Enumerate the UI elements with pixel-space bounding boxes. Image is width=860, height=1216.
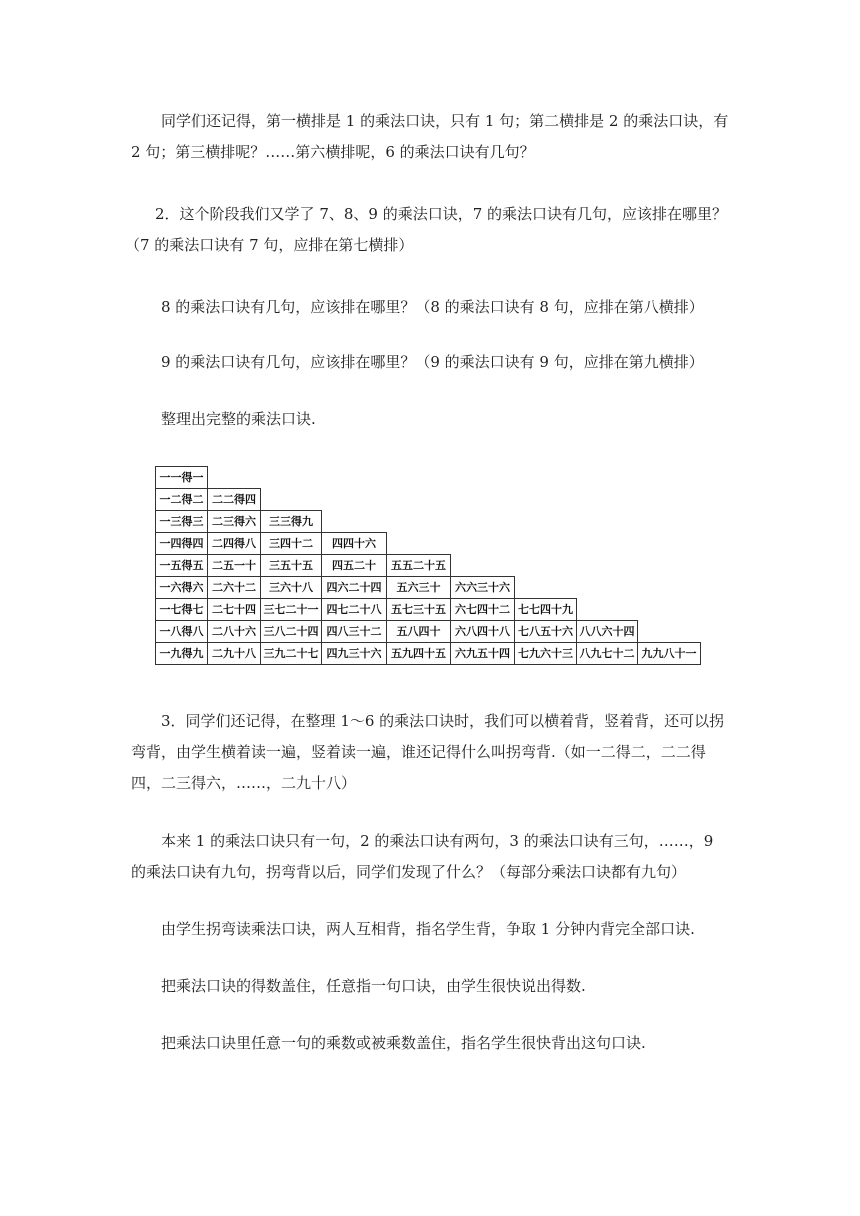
table-cell: 二九十八	[208, 643, 261, 665]
table-cell: 九九八十一	[638, 643, 701, 665]
paragraph-question-9: 9 的乘法口诀有几句，应该排在哪里？（9 的乘法口诀有 9 句，应排在第九横排）	[161, 353, 704, 371]
paragraph-summary: 整理出完整的乘法口诀.	[161, 410, 316, 428]
table-row	[156, 533, 701, 555]
table-cell: 五七三十五	[387, 599, 451, 621]
table-cell-empty	[387, 489, 451, 511]
table-cell-empty	[387, 467, 451, 489]
paragraph-practice: 由学生拐弯读乘法口诀，两人互相背，指名学生背，争取 1 分钟内背完全部口诀.	[161, 920, 695, 938]
table-cell: 一七得七	[156, 599, 208, 621]
table-cell: 二四得八	[208, 533, 261, 555]
table-cell-empty	[577, 555, 638, 577]
table-cell: 一二得二	[156, 489, 208, 511]
table-cell: 三八二十四	[261, 621, 322, 643]
paragraph-section-3: 3．同学们还记得，在整理 1～6 的乘法口诀时，我们可以横着背，竖着背，还可以拐弯背，由学生横着读一遍，竖着读一遍，谁还记得什么叫拐弯背.（如一二得二，二二得四，二三得六，……，二九十八）	[131, 712, 725, 792]
table-row	[156, 555, 701, 577]
table-cell: 一九得九	[156, 643, 208, 665]
table-cell-empty	[261, 467, 322, 489]
table-cell: 四七二十八	[322, 599, 387, 621]
table-cell: 五八四十	[387, 621, 451, 643]
table-cell-empty	[638, 467, 701, 489]
table-row	[156, 511, 701, 533]
table-cell: 三九二十七	[261, 643, 322, 665]
paragraph-question-8: 8 的乘法口诀有几句，应该排在哪里？（8 的乘法口诀有 8 句，应排在第八横排）	[161, 298, 704, 316]
table-cell: 三七二十一	[261, 599, 322, 621]
table-cell: 六六三十六	[451, 577, 515, 599]
table-cell: 一六得六	[156, 577, 208, 599]
table-cell: 二五一十	[208, 555, 261, 577]
table-cell: 四五二十	[322, 555, 387, 577]
table-cell-empty	[638, 621, 701, 643]
table-cell: 八八六十四	[577, 621, 638, 643]
table-cell-empty	[261, 489, 322, 511]
table-row	[156, 643, 701, 665]
table-cell: 三四十二	[261, 533, 322, 555]
table-cell-empty	[638, 577, 701, 599]
table-row	[156, 489, 701, 511]
table-cell-empty	[577, 599, 638, 621]
table-row	[156, 621, 701, 643]
table-cell-empty	[515, 555, 577, 577]
table-cell: 八九七十二	[577, 643, 638, 665]
table-cell-empty	[638, 599, 701, 621]
table-cell-empty	[577, 577, 638, 599]
table-cell-empty	[451, 555, 515, 577]
paragraph-cover-factor: 把乘法口诀里任意一句的乘数或被乘数盖住，指名学生很快背出这句口诀.	[161, 1034, 646, 1052]
table-cell: 一四得四	[156, 533, 208, 555]
table-cell-empty	[451, 511, 515, 533]
table-cell-empty	[387, 511, 451, 533]
table-cell-empty	[515, 533, 577, 555]
table-cell-empty	[577, 511, 638, 533]
table-cell: 三六十八	[261, 577, 322, 599]
table-cell: 七七四十九	[515, 599, 577, 621]
table-cell: 七九六十三	[515, 643, 577, 665]
table-cell-empty	[451, 489, 515, 511]
table-cell: 六八四十八	[451, 621, 515, 643]
table-cell-empty	[638, 489, 701, 511]
table-cell: 一三得三	[156, 511, 208, 533]
table-cell-empty	[387, 533, 451, 555]
paragraph-question-2: 2．这个阶段我们又学了 7、8、9 的乘法口诀，7 的乘法口诀有几句，应该排在哪里？（7 的乘法口诀有 7 句，应排在第七横排）	[125, 205, 728, 254]
table-cell: 一一得一	[156, 467, 208, 489]
paragraph-discovery: 本来 1 的乘法口诀只有一句，2 的乘法口诀有两句，3 的乘法口诀有三句，……，9 的乘法口诀有九句，拐弯背以后，同学们发现了什么？（每部分乘法口诀都有九句）	[131, 832, 714, 881]
table-cell: 五六三十	[387, 577, 451, 599]
table-cell: 二六十二	[208, 577, 261, 599]
table-cell: 二七十四	[208, 599, 261, 621]
table-cell-empty	[322, 489, 387, 511]
table-row	[156, 577, 701, 599]
paragraph-intro: 同学们还记得，第一横排是 1 的乘法口诀，只有 1 句；第二横排是 2 的乘法口诀，有 2 句；第三横排呢？……第六横排呢，6 的乘法口诀有几句？	[131, 112, 729, 161]
table-cell: 四六二十四	[322, 577, 387, 599]
table-cell: 六九五十四	[451, 643, 515, 665]
table-cell-empty	[451, 467, 515, 489]
table-cell-empty	[577, 533, 638, 555]
table-cell: 二二得四	[208, 489, 261, 511]
table-cell: 一八得八	[156, 621, 208, 643]
table-cell: 一五得五	[156, 555, 208, 577]
table-cell: 五九四十五	[387, 643, 451, 665]
table-cell-empty	[208, 467, 261, 489]
table-cell-empty	[638, 511, 701, 533]
table-cell: 二八十六	[208, 621, 261, 643]
table-cell: 三三得九	[261, 511, 322, 533]
table-cell-empty	[322, 511, 387, 533]
table-cell: 四八三十二	[322, 621, 387, 643]
table-cell: 七八五十六	[515, 621, 577, 643]
table-cell-empty	[451, 533, 515, 555]
table-cell: 四九三十六	[322, 643, 387, 665]
table-cell: 六七四十二	[451, 599, 515, 621]
table-cell-empty	[322, 467, 387, 489]
table-cell-empty	[638, 555, 701, 577]
table-cell-empty	[638, 533, 701, 555]
table-cell: 三五十五	[261, 555, 322, 577]
table-cell-empty	[577, 489, 638, 511]
table-cell: 五五二十五	[387, 555, 451, 577]
table-cell: 二三得六	[208, 511, 261, 533]
table-cell-empty	[515, 511, 577, 533]
paragraph-cover-result: 把乘法口诀的得数盖住，任意指一句口诀，由学生很快说出得数.	[161, 977, 586, 995]
table-row	[156, 599, 701, 621]
table-cell: 四四十六	[322, 533, 387, 555]
table-cell-empty	[515, 489, 577, 511]
table-cell-empty	[577, 467, 638, 489]
multiplication-table	[155, 466, 701, 665]
table-row	[156, 467, 701, 489]
table-cell-empty	[515, 577, 577, 599]
table-cell-empty	[515, 467, 577, 489]
